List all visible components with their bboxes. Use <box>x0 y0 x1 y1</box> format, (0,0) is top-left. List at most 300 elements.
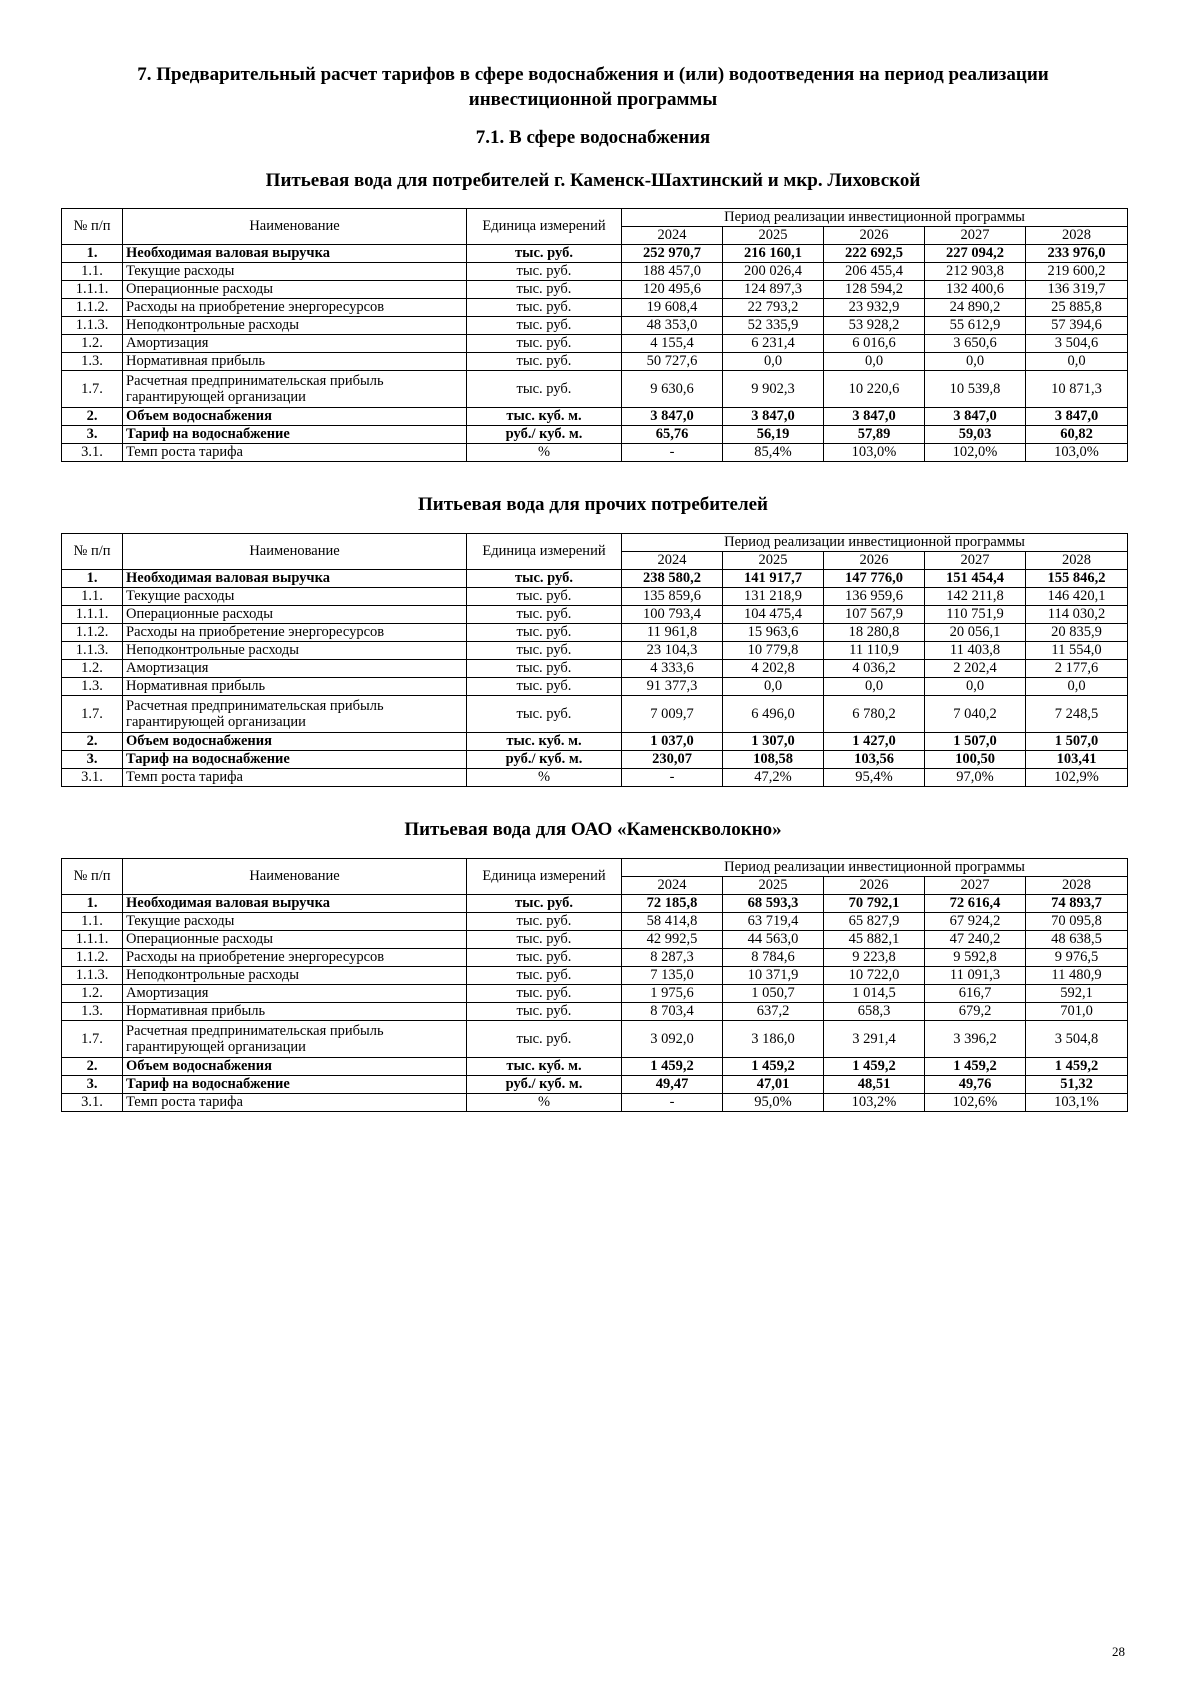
row-name: Операционные расходы <box>123 281 467 299</box>
row-value: 103,56 <box>824 751 925 769</box>
row-value: 49,76 <box>925 1076 1026 1094</box>
table-row <box>62 696 1128 733</box>
row-name: Тариф на водоснабжение <box>123 426 467 444</box>
row-value: 68 593,3 <box>723 895 824 913</box>
table-row <box>62 895 1128 913</box>
row-number: 1.3. <box>62 353 123 371</box>
row-value: 100 793,4 <box>622 606 723 624</box>
table-row <box>62 353 1128 371</box>
row-value: 9 592,8 <box>925 949 1026 967</box>
row-value: 658,3 <box>824 1003 925 1021</box>
row-value: 1 459,2 <box>723 1058 824 1076</box>
row-value: 3 847,0 <box>622 408 723 426</box>
row-value: 24 890,2 <box>925 299 1026 317</box>
row-value: 11 110,9 <box>824 642 925 660</box>
row-value: 136 959,6 <box>824 588 925 606</box>
row-unit: тыс. руб. <box>467 353 622 371</box>
row-name: Текущие расходы <box>123 263 467 281</box>
row-value: 47,01 <box>723 1076 824 1094</box>
row-name: Темп роста тарифа <box>123 444 467 462</box>
table-row <box>62 426 1128 444</box>
row-name: Операционные расходы <box>123 931 467 949</box>
tariff-table-2 <box>61 533 1128 787</box>
row-unit: тыс. руб. <box>467 985 622 1003</box>
row-value: 42 992,5 <box>622 931 723 949</box>
row-unit: тыс. куб. м. <box>467 733 622 751</box>
row-value: 110 751,9 <box>925 606 1026 624</box>
row-value: 4 036,2 <box>824 660 925 678</box>
row-value: 6 496,0 <box>723 696 824 733</box>
row-number: 3.1. <box>62 444 123 462</box>
row-name: Нормативная прибыль <box>123 353 467 371</box>
table-row <box>62 913 1128 931</box>
row-unit: тыс. руб. <box>467 245 622 263</box>
row-unit: % <box>467 1094 622 1112</box>
row-unit: тыс. руб. <box>467 1021 622 1058</box>
table-row <box>62 245 1128 263</box>
row-number: 2. <box>62 1058 123 1076</box>
row-value: 103,0% <box>1026 444 1128 462</box>
row-unit: руб./ куб. м. <box>467 751 622 769</box>
column-header-year: 2027 <box>925 877 1026 895</box>
row-value: 102,6% <box>925 1094 1026 1112</box>
column-header-year: 2028 <box>1026 552 1128 570</box>
table-row <box>62 1003 1128 1021</box>
row-number: 1.7. <box>62 371 123 408</box>
row-unit: тыс. руб. <box>467 696 622 733</box>
row-value: 141 917,7 <box>723 570 824 588</box>
table-row <box>62 281 1128 299</box>
document-title-line-2: инвестиционной программы <box>468 89 718 110</box>
table-row <box>62 1021 1128 1058</box>
row-value: 48 353,0 <box>622 317 723 335</box>
row-value: 0,0 <box>723 678 824 696</box>
row-value: 19 608,4 <box>622 299 723 317</box>
row-unit: % <box>467 444 622 462</box>
row-value: 200 026,4 <box>723 263 824 281</box>
table-row <box>62 949 1128 967</box>
row-unit: руб./ куб. м. <box>467 1076 622 1094</box>
row-unit: тыс. руб. <box>467 678 622 696</box>
row-name: Темп роста тарифа <box>123 769 467 787</box>
table-row <box>62 931 1128 949</box>
row-value: 120 495,6 <box>622 281 723 299</box>
row-name: Расходы на приобретение энергоресурсов <box>123 624 467 642</box>
row-number: 1.1.2. <box>62 624 123 642</box>
row-number: 1.7. <box>62 1021 123 1058</box>
row-value: 227 094,2 <box>925 245 1026 263</box>
row-value: 3 847,0 <box>824 408 925 426</box>
row-value: 1 427,0 <box>824 733 925 751</box>
row-value: 11 480,9 <box>1026 967 1128 985</box>
row-value: - <box>622 1094 723 1112</box>
table-row <box>62 660 1128 678</box>
column-header-year: 2028 <box>1026 877 1128 895</box>
row-value: 20 056,1 <box>925 624 1026 642</box>
row-value: 50 727,6 <box>622 353 723 371</box>
tariff-table-1 <box>61 208 1128 462</box>
row-value: 65 827,9 <box>824 913 925 931</box>
row-value: 9 630,6 <box>622 371 723 408</box>
column-header-year: 2026 <box>824 552 925 570</box>
row-name: Расчетная предпринимательская прибыль гарантирующей организации <box>123 1021 467 1058</box>
row-value: 10 371,9 <box>723 967 824 985</box>
row-value: 72 616,4 <box>925 895 1026 913</box>
row-value: 47 240,2 <box>925 931 1026 949</box>
row-name: Неподконтрольные расходы <box>123 317 467 335</box>
table-row <box>62 985 1128 1003</box>
row-value: 10 722,0 <box>824 967 925 985</box>
column-header-name: Наименование <box>123 859 467 895</box>
table-row <box>62 769 1128 787</box>
row-value: 8 287,3 <box>622 949 723 967</box>
row-value: 616,7 <box>925 985 1026 1003</box>
row-value: 136 319,7 <box>1026 281 1128 299</box>
row-value: 20 835,9 <box>1026 624 1128 642</box>
row-value: 238 580,2 <box>622 570 723 588</box>
table-row <box>62 967 1128 985</box>
column-header-year: 2028 <box>1026 227 1128 245</box>
row-number: 1.3. <box>62 678 123 696</box>
row-value: 2 202,4 <box>925 660 1026 678</box>
row-value: 1 459,2 <box>622 1058 723 1076</box>
row-unit: тыс. руб. <box>467 317 622 335</box>
row-value: 9 902,3 <box>723 371 824 408</box>
row-value: 11 091,3 <box>925 967 1026 985</box>
row-unit: тыс. руб. <box>467 281 622 299</box>
column-header-period: Период реализации инвестиционной программы <box>622 859 1128 877</box>
row-unit: тыс. руб. <box>467 895 622 913</box>
row-value: 3 396,2 <box>925 1021 1026 1058</box>
row-unit: тыс. руб. <box>467 371 622 408</box>
row-value: 0,0 <box>824 678 925 696</box>
row-value: 53 928,2 <box>824 317 925 335</box>
row-value: 637,2 <box>723 1003 824 1021</box>
row-value: 103,0% <box>824 444 925 462</box>
row-unit: % <box>467 769 622 787</box>
row-number: 1.1. <box>62 913 123 931</box>
row-value: 222 692,5 <box>824 245 925 263</box>
row-value: 132 400,6 <box>925 281 1026 299</box>
row-value: 63 719,4 <box>723 913 824 931</box>
row-value: 97,0% <box>925 769 1026 787</box>
row-value: 0,0 <box>824 353 925 371</box>
row-name: Амортизация <box>123 660 467 678</box>
row-value: 102,0% <box>925 444 1026 462</box>
row-value: 3 847,0 <box>1026 408 1128 426</box>
row-name: Расчетная предпринимательская прибыль гарантирующей организации <box>123 371 467 408</box>
row-value: 0,0 <box>1026 353 1128 371</box>
row-value: 0,0 <box>925 353 1026 371</box>
row-unit: тыс. руб. <box>467 931 622 949</box>
table-row <box>62 1058 1128 1076</box>
table-row <box>62 335 1128 353</box>
row-name: Расходы на приобретение энергоресурсов <box>123 949 467 967</box>
row-number: 1.1.1. <box>62 281 123 299</box>
row-value: 114 030,2 <box>1026 606 1128 624</box>
row-value: 1 459,2 <box>925 1058 1026 1076</box>
row-unit: тыс. руб. <box>467 606 622 624</box>
header-row <box>62 534 1128 552</box>
column-header-year: 2027 <box>925 552 1026 570</box>
row-number: 1.1.1. <box>62 606 123 624</box>
row-value: 72 185,8 <box>622 895 723 913</box>
row-value: 9 223,8 <box>824 949 925 967</box>
column-header-num: № п/п <box>62 859 123 895</box>
row-value: 8 703,4 <box>622 1003 723 1021</box>
row-value: 103,1% <box>1026 1094 1128 1112</box>
row-value: 4 155,4 <box>622 335 723 353</box>
column-header-year: 2024 <box>622 552 723 570</box>
row-number: 1. <box>62 895 123 913</box>
column-header-num: № п/п <box>62 209 123 245</box>
document-title <box>60 62 1126 112</box>
row-number: 1.2. <box>62 660 123 678</box>
row-value: 1 014,5 <box>824 985 925 1003</box>
row-name: Текущие расходы <box>123 588 467 606</box>
row-unit: тыс. руб. <box>467 570 622 588</box>
table-title-3: Питьевая вода для ОАО «Каменскволокно» <box>404 819 782 840</box>
column-header-year: 2025 <box>723 227 824 245</box>
row-value: 58 414,8 <box>622 913 723 931</box>
row-value: 1 507,0 <box>925 733 1026 751</box>
table-row <box>62 1094 1128 1112</box>
table-row <box>62 733 1128 751</box>
row-name: Тариф на водоснабжение <box>123 751 467 769</box>
row-number: 1.1.1. <box>62 931 123 949</box>
row-number: 1. <box>62 570 123 588</box>
table-row <box>62 1076 1128 1094</box>
row-value: 1 037,0 <box>622 733 723 751</box>
row-value: 51,32 <box>1026 1076 1128 1094</box>
row-value: 4 202,8 <box>723 660 824 678</box>
row-unit: тыс. руб. <box>467 660 622 678</box>
row-unit: руб./ куб. м. <box>467 426 622 444</box>
row-name: Операционные расходы <box>123 606 467 624</box>
tariff-table-3 <box>61 858 1128 1112</box>
row-value: 147 776,0 <box>824 570 925 588</box>
row-value: 151 454,4 <box>925 570 1026 588</box>
row-number: 1.7. <box>62 696 123 733</box>
row-unit: тыс. руб. <box>467 335 622 353</box>
page-number: 28 <box>1112 1644 1125 1659</box>
row-value: 57 394,6 <box>1026 317 1128 335</box>
row-number: 3. <box>62 1076 123 1094</box>
row-value: 10 539,8 <box>925 371 1026 408</box>
row-number: 1.1.3. <box>62 967 123 985</box>
row-value: 18 280,8 <box>824 624 925 642</box>
row-value: 11 554,0 <box>1026 642 1128 660</box>
row-value: 206 455,4 <box>824 263 925 281</box>
row-value: 1 050,7 <box>723 985 824 1003</box>
row-value: 60,82 <box>1026 426 1128 444</box>
row-value: 103,2% <box>824 1094 925 1112</box>
table-row <box>62 408 1128 426</box>
row-value: 1 975,6 <box>622 985 723 1003</box>
row-name: Амортизация <box>123 985 467 1003</box>
column-header-unit: Единица измерений <box>467 534 622 570</box>
table-row <box>62 570 1128 588</box>
row-value: 95,4% <box>824 769 925 787</box>
row-number: 3.1. <box>62 1094 123 1112</box>
column-header-name: Наименование <box>123 209 467 245</box>
row-unit: тыс. руб. <box>467 913 622 931</box>
row-unit: тыс. руб. <box>467 949 622 967</box>
row-number: 1.1.2. <box>62 299 123 317</box>
column-header-year: 2024 <box>622 227 723 245</box>
row-value: 0,0 <box>1026 678 1128 696</box>
row-value: 3 650,6 <box>925 335 1026 353</box>
row-value: 48 638,5 <box>1026 931 1128 949</box>
row-value: 212 903,8 <box>925 263 1026 281</box>
header-row <box>62 859 1128 877</box>
row-value: 679,2 <box>925 1003 1026 1021</box>
row-value: 102,9% <box>1026 769 1128 787</box>
row-value: 6 016,6 <box>824 335 925 353</box>
row-value: 131 218,9 <box>723 588 824 606</box>
row-value: 103,41 <box>1026 751 1128 769</box>
table-row <box>62 588 1128 606</box>
row-value: 155 846,2 <box>1026 570 1128 588</box>
table-row <box>62 606 1128 624</box>
row-number: 1.1. <box>62 588 123 606</box>
row-value: 85,4% <box>723 444 824 462</box>
row-value: 45 882,1 <box>824 931 925 949</box>
row-number: 1.3. <box>62 1003 123 1021</box>
row-number: 2. <box>62 408 123 426</box>
row-value: 135 859,6 <box>622 588 723 606</box>
row-name: Расходы на приобретение энергоресурсов <box>123 299 467 317</box>
column-header-year: 2026 <box>824 227 925 245</box>
column-header-period: Период реализации инвестиционной программы <box>622 534 1128 552</box>
row-value: 188 457,0 <box>622 263 723 281</box>
row-value: 10 871,3 <box>1026 371 1128 408</box>
row-value: 22 793,2 <box>723 299 824 317</box>
row-number: 3.1. <box>62 769 123 787</box>
row-value: 3 847,0 <box>925 408 1026 426</box>
row-value: - <box>622 444 723 462</box>
table-title-2: Питьевая вода для прочих потребителей <box>417 494 769 515</box>
row-unit: тыс. руб. <box>467 967 622 985</box>
row-unit: тыс. руб. <box>467 1003 622 1021</box>
row-value: 48,51 <box>824 1076 925 1094</box>
row-name: Объем водоснабжения <box>123 1058 467 1076</box>
table-row <box>62 624 1128 642</box>
row-value: - <box>622 769 723 787</box>
column-header-year: 2026 <box>824 877 925 895</box>
table-row <box>62 444 1128 462</box>
row-value: 3 847,0 <box>723 408 824 426</box>
row-value: 3 504,6 <box>1026 335 1128 353</box>
row-number: 3. <box>62 426 123 444</box>
column-header-unit: Единица измерений <box>467 209 622 245</box>
row-value: 55 612,9 <box>925 317 1026 335</box>
row-name: Амортизация <box>123 335 467 353</box>
row-value: 6 231,4 <box>723 335 824 353</box>
table-row <box>62 371 1128 408</box>
row-value: 67 924,2 <box>925 913 1026 931</box>
column-header-year: 2024 <box>622 877 723 895</box>
row-unit: тыс. руб. <box>467 263 622 281</box>
row-unit: тыс. куб. м. <box>467 408 622 426</box>
row-value: 230,07 <box>622 751 723 769</box>
row-value: 142 211,8 <box>925 588 1026 606</box>
row-value: 11 961,8 <box>622 624 723 642</box>
row-value: 592,1 <box>1026 985 1128 1003</box>
row-number: 1.2. <box>62 985 123 1003</box>
row-value: 7 135,0 <box>622 967 723 985</box>
row-value: 44 563,0 <box>723 931 824 949</box>
row-number: 2. <box>62 733 123 751</box>
row-value: 11 403,8 <box>925 642 1026 660</box>
row-value: 49,47 <box>622 1076 723 1094</box>
row-value: 0,0 <box>723 353 824 371</box>
row-name: Нормативная прибыль <box>123 1003 467 1021</box>
row-value: 0,0 <box>925 678 1026 696</box>
row-value: 124 897,3 <box>723 281 824 299</box>
table-row <box>62 642 1128 660</box>
row-number: 1.1.3. <box>62 642 123 660</box>
column-header-year: 2027 <box>925 227 1026 245</box>
row-value: 701,0 <box>1026 1003 1128 1021</box>
row-value: 74 893,7 <box>1026 895 1128 913</box>
row-name: Объем водоснабжения <box>123 408 467 426</box>
table-row <box>62 678 1128 696</box>
row-value: 1 507,0 <box>1026 733 1128 751</box>
row-value: 100,50 <box>925 751 1026 769</box>
row-name: Необходимая валовая выручка <box>123 570 467 588</box>
row-number: 1. <box>62 245 123 263</box>
row-name: Текущие расходы <box>123 913 467 931</box>
document-title-line-1: 7. Предварительный расчет тарифов в сфере водоснабжения и (или) водоотведения на период реализации <box>137 64 1049 85</box>
row-value: 52 335,9 <box>723 317 824 335</box>
column-header-period: Период реализации инвестиционной программы <box>622 209 1128 227</box>
row-value: 7 248,5 <box>1026 696 1128 733</box>
row-value: 3 504,8 <box>1026 1021 1128 1058</box>
row-name: Необходимая валовая выручка <box>123 245 467 263</box>
row-value: 2 177,6 <box>1026 660 1128 678</box>
row-value: 1 307,0 <box>723 733 824 751</box>
row-unit: тыс. куб. м. <box>467 1058 622 1076</box>
row-value: 216 160,1 <box>723 245 824 263</box>
row-value: 10 220,6 <box>824 371 925 408</box>
row-name: Темп роста тарифа <box>123 1094 467 1112</box>
section-subtitle: 7.1. В сфере водоснабжения <box>475 127 711 148</box>
row-name: Расчетная предпринимательская прибыль гарантирующей организации <box>123 696 467 733</box>
row-value: 219 600,2 <box>1026 263 1128 281</box>
row-value: 57,89 <box>824 426 925 444</box>
row-name: Нормативная прибыль <box>123 678 467 696</box>
row-value: 7 009,7 <box>622 696 723 733</box>
table-row <box>62 299 1128 317</box>
row-unit: тыс. руб. <box>467 299 622 317</box>
row-unit: тыс. руб. <box>467 624 622 642</box>
row-value: 10 779,8 <box>723 642 824 660</box>
header-row <box>62 209 1128 227</box>
row-number: 1.1.2. <box>62 949 123 967</box>
row-value: 23 932,9 <box>824 299 925 317</box>
row-value: 95,0% <box>723 1094 824 1112</box>
row-value: 128 594,2 <box>824 281 925 299</box>
row-value: 23 104,3 <box>622 642 723 660</box>
row-name: Необходимая валовая выручка <box>123 895 467 913</box>
row-value: 6 780,2 <box>824 696 925 733</box>
table-row <box>62 751 1128 769</box>
row-name: Тариф на водоснабжение <box>123 1076 467 1094</box>
column-header-year: 2025 <box>723 552 824 570</box>
column-header-year: 2025 <box>723 877 824 895</box>
column-header-unit: Единица измерений <box>467 859 622 895</box>
